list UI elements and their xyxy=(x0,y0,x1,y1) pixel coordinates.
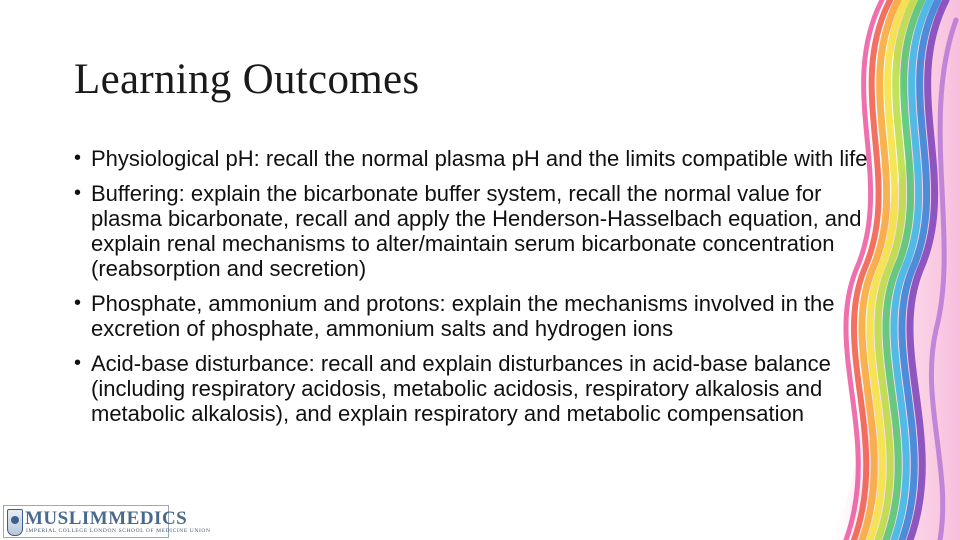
list-item-text: Buffering: explain the bicarbonate buffer system, recall the normal value for plasma bicarbonate, recall and apply the Henderson-Hasselbach equation, and explain renal mechanisms to alter/maintain serum bicarbonate concentration (reabsorption and secretion) xyxy=(91,181,862,281)
list-item-text: Phosphate, ammonium and protons: explain the mechanisms involved in the excretion of phosphate, ammonium salts and hydrogen ions xyxy=(91,291,835,341)
list-item-text: Acid-base disturbance: recall and explain disturbances in acid-base balance (including respiratory acidosis, metabolic acidosis, respiratory alkalosis and metabolic alkalosis), and explain respiratory and metabolic compensation xyxy=(91,351,831,426)
list-item xyxy=(74,291,889,341)
slide-title: Learning Outcomes xyxy=(74,56,420,103)
list-item xyxy=(74,181,889,281)
bullet-marker: • xyxy=(74,147,82,169)
muslimmedics-logo xyxy=(3,505,211,538)
bullet-marker: • xyxy=(74,352,82,374)
learning-outcomes-list xyxy=(74,146,889,436)
logo-name: MUSLIMMEDICS xyxy=(25,508,188,529)
list-item xyxy=(74,351,889,426)
bullet-marker: • xyxy=(74,292,82,314)
list-item xyxy=(74,146,889,171)
crest-icon xyxy=(7,509,23,536)
logo-subtitle: IMPERIAL COLLEGE LONDON SCHOOL OF MEDICINE UNION xyxy=(26,528,211,534)
list-item-text: Physiological pH: recall the normal plasma pH and the limits compatible with life xyxy=(91,146,868,171)
bullet-marker: • xyxy=(74,182,82,204)
